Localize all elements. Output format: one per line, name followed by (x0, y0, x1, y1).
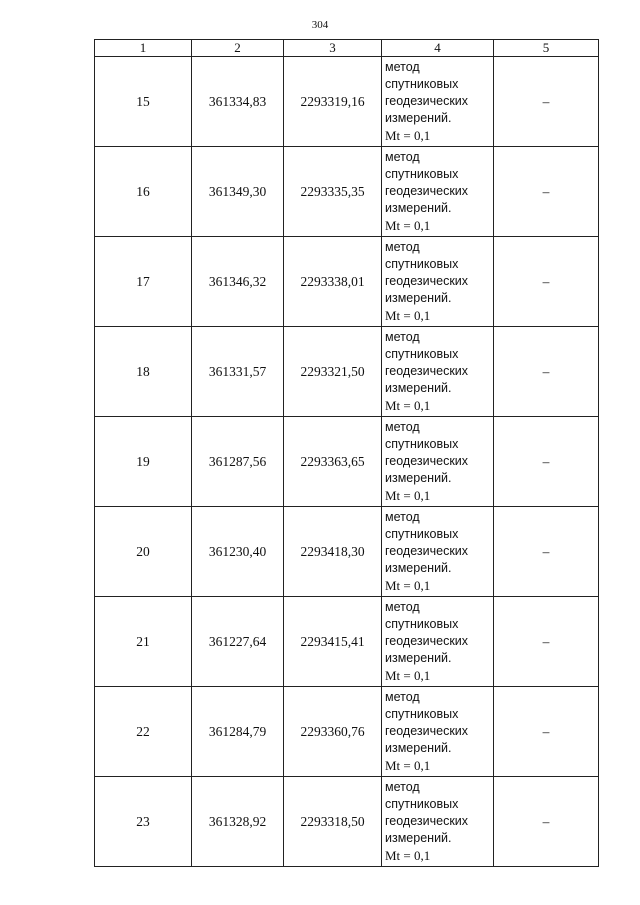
accuracy-value: Mt = 0,1 (385, 668, 431, 683)
x-coordinate-cell: 361346,32 (192, 237, 284, 327)
method-line: геодезических (385, 724, 469, 738)
method-line: спутниковых (385, 437, 459, 451)
method-line: метод (385, 420, 420, 434)
method-line: метод (385, 780, 420, 794)
accuracy-value: Mt = 0,1 (385, 578, 431, 593)
method-cell (382, 327, 494, 417)
point-number-cell: 22 (95, 687, 192, 777)
method-line: измерений. (385, 651, 452, 665)
method-line: метод (385, 690, 420, 704)
method-line: измерений. (385, 291, 452, 305)
y-coordinate-cell: 2293338,01 (284, 237, 382, 327)
point-number-cell: 20 (95, 507, 192, 597)
method-cell (382, 687, 494, 777)
method-line: геодезических (385, 634, 469, 648)
method-line: метод (385, 330, 420, 344)
page-number: 304 (311, 19, 329, 31)
y-coordinate-cell: 2293418,30 (284, 507, 382, 597)
accuracy-value: Mt = 0,1 (385, 758, 431, 773)
method-line: геодезических (385, 94, 469, 108)
y-coordinate-cell: 2293415,41 (284, 597, 382, 687)
method-line: измерений. (385, 561, 452, 575)
column-header: 2 (192, 40, 284, 57)
method-line: геодезических (385, 544, 469, 558)
y-coordinate-cell: 2293363,65 (284, 417, 382, 507)
method-line: измерений. (385, 381, 452, 395)
method-cell (382, 417, 494, 507)
accuracy-value: Mt = 0,1 (385, 218, 431, 233)
method-line: метод (385, 600, 420, 614)
method-line: метод (385, 510, 420, 524)
note-cell: – (494, 147, 599, 237)
table-row (95, 777, 599, 867)
accuracy-value: Mt = 0,1 (385, 128, 431, 143)
note-cell: – (494, 417, 599, 507)
method-line: метод (385, 150, 420, 164)
method-line: измерений. (385, 471, 452, 485)
note-cell: – (494, 57, 599, 147)
method-line: метод (385, 60, 420, 74)
note-cell: – (494, 777, 599, 867)
table-row (95, 237, 599, 327)
y-coordinate-cell: 2293360,76 (284, 687, 382, 777)
table-row (95, 147, 599, 237)
method-line: спутниковых (385, 617, 459, 631)
method-line: измерений. (385, 831, 452, 845)
table-row (95, 687, 599, 777)
method-line: спутниковых (385, 527, 459, 541)
method-line: геодезических (385, 814, 469, 828)
accuracy-value: Mt = 0,1 (385, 488, 431, 503)
note-cell: – (494, 327, 599, 417)
method-cell (382, 507, 494, 597)
column-header: 1 (95, 40, 192, 57)
method-line: спутниковых (385, 167, 459, 181)
method-line: геодезических (385, 364, 469, 378)
x-coordinate-cell: 361334,83 (192, 57, 284, 147)
method-line: спутниковых (385, 707, 459, 721)
accuracy-value: Mt = 0,1 (385, 308, 431, 323)
method-line: спутниковых (385, 257, 459, 271)
y-coordinate-cell: 2293335,35 (284, 147, 382, 237)
note-cell: – (494, 687, 599, 777)
method-cell (382, 597, 494, 687)
x-coordinate-cell: 361287,56 (192, 417, 284, 507)
note-cell: – (494, 597, 599, 687)
point-number-cell: 16 (95, 147, 192, 237)
point-number-cell: 23 (95, 777, 192, 867)
method-cell (382, 237, 494, 327)
note-cell: – (494, 507, 599, 597)
method-cell (382, 147, 494, 237)
y-coordinate-cell: 2293321,50 (284, 327, 382, 417)
point-number-cell: 15 (95, 57, 192, 147)
column-header: 5 (494, 40, 599, 57)
point-number-cell: 17 (95, 237, 192, 327)
accuracy-value: Mt = 0,1 (385, 398, 431, 413)
y-coordinate-cell: 2293318,50 (284, 777, 382, 867)
table-row (95, 507, 599, 597)
table-row (95, 597, 599, 687)
x-coordinate-cell: 361284,79 (192, 687, 284, 777)
method-line: геодезических (385, 274, 469, 288)
method-line: спутниковых (385, 347, 459, 361)
point-number-cell: 21 (95, 597, 192, 687)
note-cell: – (494, 237, 599, 327)
accuracy-value: Mt = 0,1 (385, 848, 431, 863)
method-line: измерений. (385, 741, 452, 755)
column-header: 3 (284, 40, 382, 57)
column-header: 4 (382, 40, 494, 57)
method-line: спутниковых (385, 797, 459, 811)
coordinates-table (94, 39, 599, 867)
table-row (95, 417, 599, 507)
y-coordinate-cell: 2293319,16 (284, 57, 382, 147)
point-number-cell: 18 (95, 327, 192, 417)
table-row (95, 57, 599, 147)
x-coordinate-cell: 361230,40 (192, 507, 284, 597)
method-line: спутниковых (385, 77, 459, 91)
method-line: геодезических (385, 184, 469, 198)
method-line: измерений. (385, 201, 452, 215)
x-coordinate-cell: 361349,30 (192, 147, 284, 237)
method-line: измерений. (385, 111, 452, 125)
method-cell (382, 57, 494, 147)
table-body (95, 57, 599, 867)
x-coordinate-cell: 361331,57 (192, 327, 284, 417)
header-row (95, 40, 599, 57)
method-cell (382, 777, 494, 867)
point-number-cell: 19 (95, 417, 192, 507)
table-row (95, 327, 599, 417)
x-coordinate-cell: 361328,92 (192, 777, 284, 867)
x-coordinate-cell: 361227,64 (192, 597, 284, 687)
method-line: метод (385, 240, 420, 254)
method-line: геодезических (385, 454, 469, 468)
